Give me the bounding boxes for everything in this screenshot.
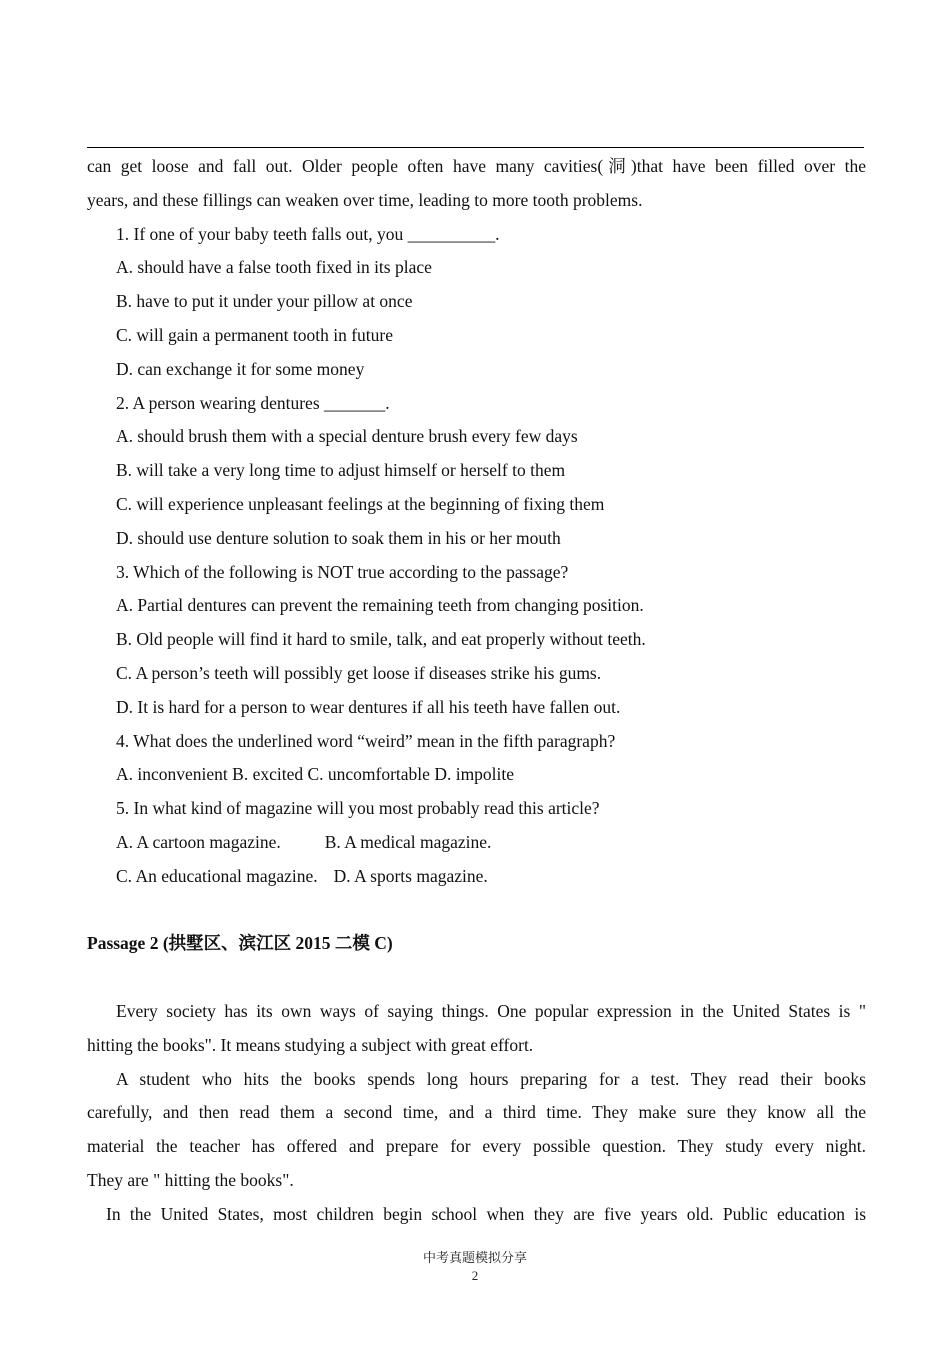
answer-option: A. A cartoon magazine. [116, 831, 281, 852]
answer-option: B. have to put it under your pillow at once [116, 291, 413, 312]
passage2-line: material the teacher has offered and prepare for every possible question. They study every night. [87, 1136, 866, 1157]
answer-option: D. can exchange it for some money [116, 358, 365, 379]
answer-option: A. should brush them with a special denture brush every few days [116, 426, 578, 447]
question-stem: 3. Which of the following is NOT true according to the passage? [116, 561, 569, 582]
passage2-line: In the United States, most children begin school when they are five years old. Public education is [106, 1203, 866, 1224]
passage1-line: can get loose and fall out. Older people often have many cavities(洞)that have been filled over the [87, 156, 866, 176]
answer-options-line: A. inconvenient B. excited C. uncomfortable D. impolite [116, 764, 515, 785]
answer-option: A. Partial dentures can prevent the remaining teeth from changing position. [116, 595, 644, 616]
answer-option: D. It is hard for a person to wear dentures if all his teeth have fallen out. [116, 696, 621, 717]
passage2-line: They are " hitting the books". [87, 1169, 294, 1190]
page-content [87, 150, 866, 1232]
answer-option: C. A person’s teeth will possibly get loose if diseases strike his gums. [116, 662, 602, 683]
passage-title: Passage 2 (拱墅区、滨江区 2015 二模 C) [87, 933, 393, 954]
passage2-line: hitting the books". It means studying a subject with great effort. [87, 1034, 534, 1055]
passage2-line: A student who hits the books spends long hours preparing for a test. They read their books [116, 1068, 866, 1089]
answer-option: B. Old people will find it hard to smile, talk, and eat properly without teeth. [116, 629, 646, 650]
answer-option: C. An educational magazine. [116, 865, 318, 886]
question-stem: 2. A person wearing dentures _______. [116, 392, 390, 413]
question-stem: 4. What does the underlined word “weird” mean in the fifth paragraph? [116, 730, 616, 751]
question-stem: 1. If one of your baby teeth falls out, you __________. [116, 223, 500, 244]
footer-caption: 中考真题模拟分享 [422, 1251, 527, 1266]
page-number: 2 [471, 1268, 479, 1283]
answer-options-row [87, 826, 866, 860]
answer-option: A. should have a false tooth fixed in its place [116, 257, 432, 278]
passage2-line: carefully, and then read them a second time, and a third time. They make sure they know all the [87, 1102, 866, 1123]
answer-option: B. will take a very long time to adjust himself or herself to them [116, 460, 566, 481]
passage2-line: Every society has its own ways of saying things. One popular expression in the United States is " [116, 1000, 866, 1021]
answer-option: D. A sports magazine. [333, 865, 488, 886]
answer-option: D. should use denture solution to soak them in his or her mouth [116, 527, 561, 548]
question-stem: 5. In what kind of magazine will you most probably read this article? [116, 798, 600, 819]
answer-option: C. will experience unpleasant feelings at the beginning of fixing them [116, 493, 605, 514]
answer-options-row [87, 860, 866, 894]
header-rule [87, 147, 864, 148]
passage1-line: years, and these fillings can weaken over time, leading to more tooth problems. [87, 189, 643, 210]
answer-option: B. A medical magazine. [324, 831, 492, 852]
answer-option: C. will gain a permanent tooth in future [116, 324, 394, 345]
